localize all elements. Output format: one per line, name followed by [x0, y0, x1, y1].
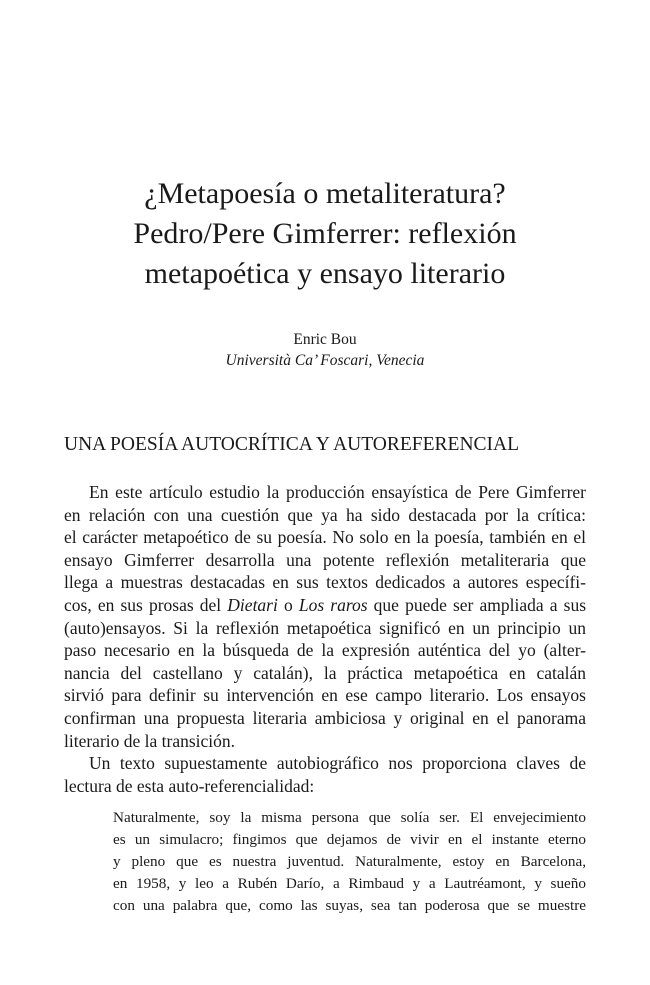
section-heading: UNA POESÍA AUTOCRÍTICA Y AUTOREFERENCIAL [64, 434, 520, 455]
paragraph-line: nancia del castellano y catalán), la práctica metapoética en catalán [64, 662, 586, 683]
title-line-1: ¿Metapoesía o metaliteratura? [144, 177, 506, 210]
paragraph-line: llega a muestras destacadas en sus textos dedicados a autores específi- [64, 572, 586, 593]
paragraph-line: En este artículo estudio la producción ensayística de Pere Gimferrer [89, 482, 586, 502]
paragraph-line: (auto)ensayos. Si la reflexión metapoética significó en un principio un [64, 617, 586, 638]
paragraph-line: en relación con una cuestión que ya ha sido destacada por la crítica: [64, 504, 586, 525]
line-text: cos, en sus prosas del [64, 594, 228, 615]
book-title-dietari: Dietari [227, 594, 278, 615]
article-title [60, 174, 590, 294]
author-name: Enric Bou [293, 331, 357, 348]
paragraph-line: ensayo Gimferrer desarrolla una potente reflexión metaliteraria que [64, 549, 586, 570]
quote-line: en 1958, y leo a Rubén Darío, a Rimbaud y a Lautréamont, y sueño [113, 875, 586, 892]
quote-line: Naturalmente, soy la misma persona que solía ser. El envejecimiento [113, 809, 586, 826]
body-paragraph-1 [64, 481, 586, 752]
paragraph-line: paso necesario en la búsqueda de la expresión auténtica del yo (alter- [64, 640, 586, 661]
paragraph-line: confirman una propuesta literaria ambiciosa y original en el panorama [64, 707, 586, 728]
quote-line: es un simulacro; fingimos que dejamos de vivir en el instante eterno [113, 831, 586, 848]
paragraph-line: sirvió para definir su intervención en ese campo literario. Los ensayos [64, 685, 586, 706]
paragraph-line: el carácter metapoético de su poesía. No solo en la poesía, también en el [64, 527, 586, 548]
author-affiliation: Università Ca’ Foscari, Venecia [225, 352, 425, 369]
paragraph-line [64, 594, 586, 617]
paragraph-line: literario de la transición. [64, 730, 236, 751]
book-title-los-raros: Los raros [298, 594, 368, 615]
body-paragraph-2 [64, 752, 586, 797]
line-text: que puede ser ampliada a sus [367, 594, 587, 615]
block-quote [113, 807, 586, 917]
quote-line: y pleno que es nuestra juventud. Naturalmente, estoy en Barcelona, [113, 853, 586, 870]
title-line-3: metapoética y ensayo literario [144, 257, 506, 290]
title-line-2: Pedro/Pere Gimferrer: reflexión [133, 217, 517, 250]
paragraph-line: lectura de esta auto-referencialidad: [64, 775, 315, 796]
line-text: o [277, 594, 299, 615]
paragraph-line: Un texto supuestamente autobiográfico nos proporciona claves de [89, 753, 586, 773]
quote-line: con una palabra que, como las suyas, sea tan poderosa que se muestre [113, 897, 586, 914]
